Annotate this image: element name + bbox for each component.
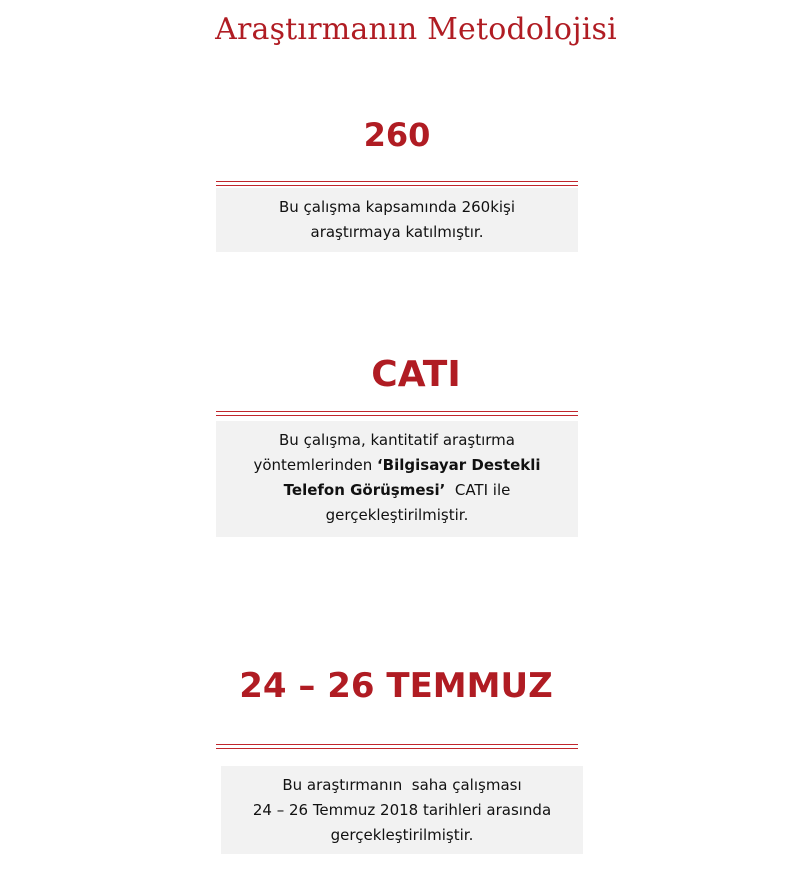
- text-segment-bold: ‘Bilgisayar Destekli: [376, 456, 541, 474]
- text-line: Bu çalışma, kantitatif araştırma: [279, 431, 515, 449]
- text-line: gerçekleştirilmiştir.: [325, 506, 469, 524]
- text-line: [216, 453, 578, 478]
- text-segment: yöntemlerinden: [253, 456, 377, 474]
- text-segment-bold: Telefon Görüşmesi’: [283, 481, 446, 499]
- section-heading-dates: 24 – 26 TEMMUZ: [239, 666, 553, 706]
- text-line: [216, 478, 578, 503]
- section-heading-method: CATI: [371, 354, 461, 395]
- section-divider: [216, 744, 578, 749]
- text-line: gerçekleştirilmiştir.: [330, 826, 474, 844]
- section-heading-participants: 260: [363, 116, 431, 154]
- section-divider: [216, 181, 578, 186]
- section-text-box: [221, 766, 583, 854]
- section-divider: [216, 411, 578, 416]
- text-line: 24 – 26 Temmuz 2018 tarihleri arasında: [252, 801, 552, 819]
- section-text-box: [216, 188, 578, 252]
- text-line: araştırmaya katılmıştır.: [310, 223, 484, 241]
- text-line: Bu çalışma kapsamında 260kişi: [278, 198, 516, 216]
- section-text-box: [216, 421, 578, 537]
- page-title: Araştırmanın Metodolojisi: [215, 12, 617, 47]
- text-segment: CATI ile: [445, 481, 511, 499]
- text-line: Bu araştırmanın saha çalışması: [282, 776, 522, 794]
